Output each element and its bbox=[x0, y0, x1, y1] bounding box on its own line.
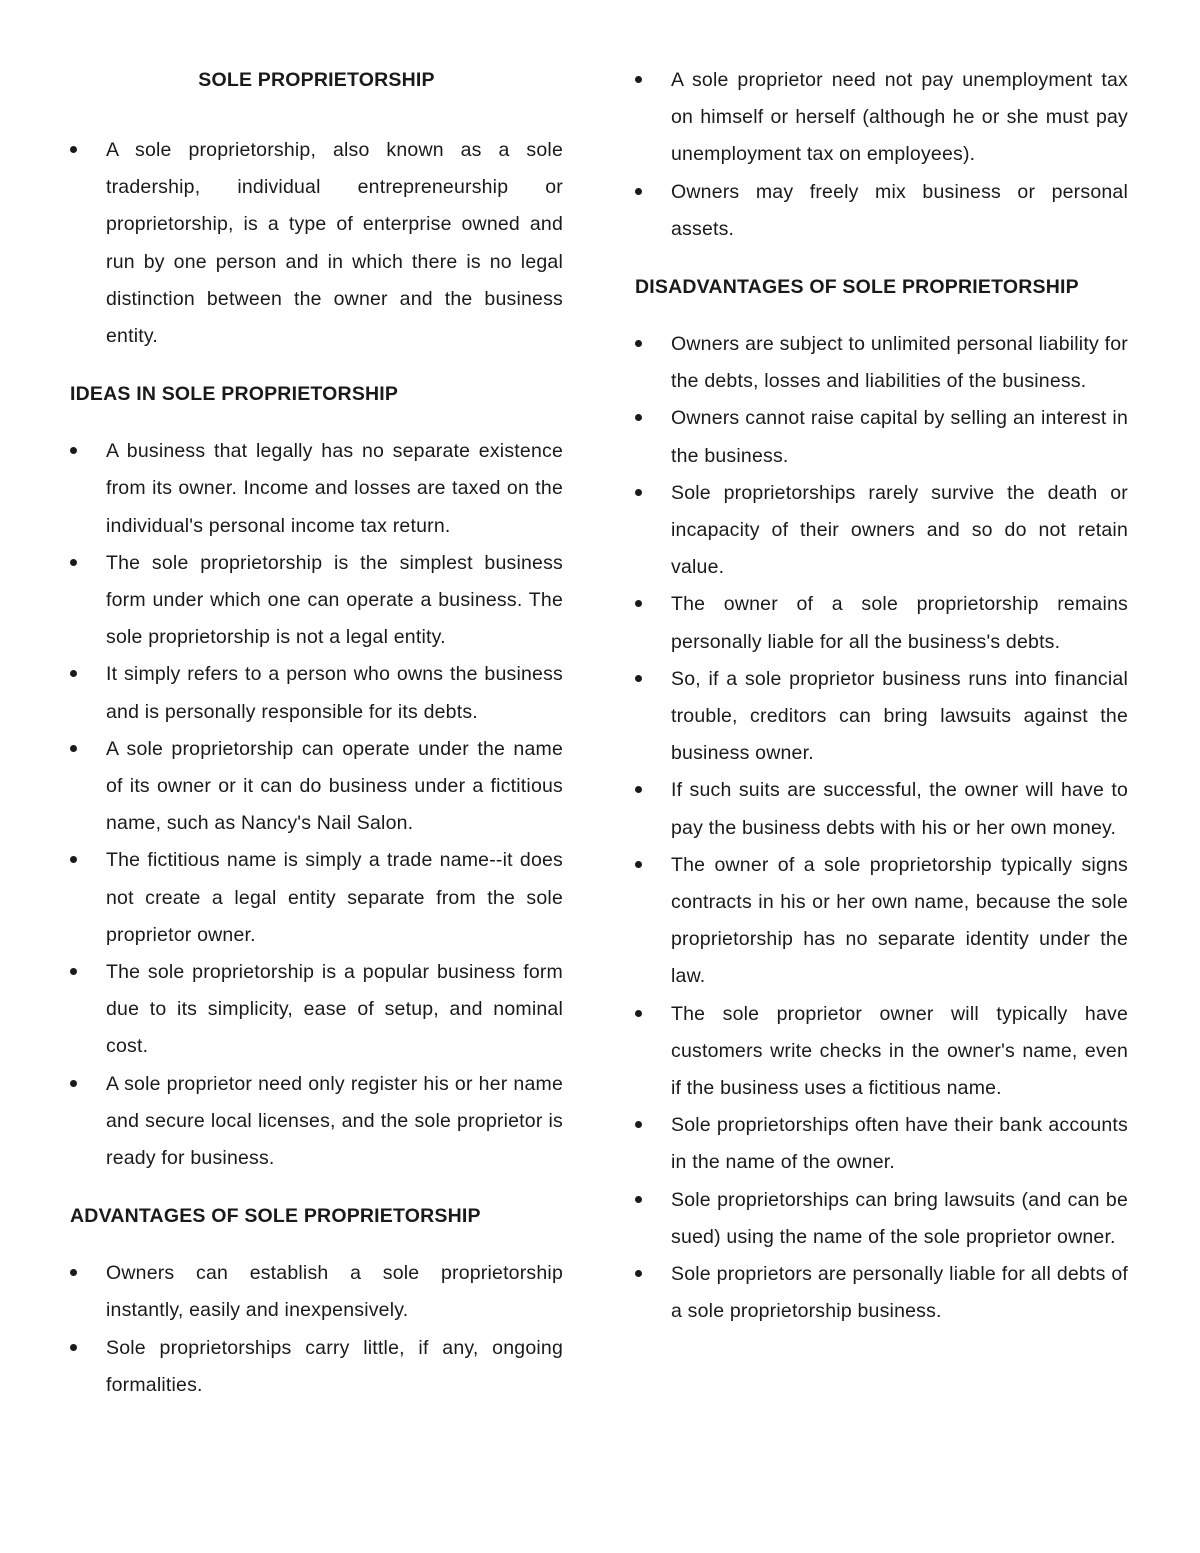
bullet-icon bbox=[635, 786, 642, 793]
bullet-icon bbox=[635, 414, 642, 421]
list-item: The sole proprietorship is a popular business form due to its simplicity, ease of setup, and nominal cost. bbox=[70, 954, 563, 1066]
list-item: Owners are subject to unlimited personal liability for the debts, losses and liabilities of the business. bbox=[635, 326, 1128, 400]
bullet-icon bbox=[70, 745, 77, 752]
advantages-list bbox=[70, 1255, 563, 1404]
list-item: A business that legally has no separate existence from its owner. Income and losses are taxed on the individual's personal income tax return. bbox=[70, 433, 563, 545]
advantages-list-continued bbox=[635, 62, 1128, 248]
bullet-icon bbox=[635, 340, 642, 347]
list-item: Owners may freely mix business or personal assets. bbox=[635, 174, 1128, 248]
bullet-icon bbox=[635, 188, 642, 195]
list-item: So, if a sole proprietor business runs into financial trouble, creditors can bring lawsuits against the business owner. bbox=[635, 661, 1128, 773]
bullet-icon bbox=[635, 861, 642, 868]
list-item: A sole proprietor need not pay unemployment tax on himself or herself (although he or she must pay unemployment tax on employees). bbox=[635, 62, 1128, 174]
bullet-icon bbox=[70, 559, 77, 566]
bullet-icon bbox=[635, 600, 642, 607]
list-item: A sole proprietorship can operate under the name of its owner or it can do business under a fictitious name, such as Nancy's Nail Salon. bbox=[70, 731, 563, 843]
ideas-heading: IDEAS IN SOLE PROPRIETORSHIP bbox=[70, 383, 399, 406]
bullet-icon bbox=[635, 489, 642, 496]
bullet-icon bbox=[70, 1344, 77, 1351]
ideas-list bbox=[70, 433, 563, 1177]
list-item: Sole proprietors are personally liable for all debts of a sole proprietorship business. bbox=[635, 1256, 1128, 1330]
bullet-icon bbox=[635, 1010, 642, 1017]
bullet-icon bbox=[635, 1270, 642, 1277]
list-item: A sole proprietor need only register his or her name and secure local licenses, and the sole proprietor is ready for business. bbox=[70, 1066, 563, 1178]
bullet-icon bbox=[70, 447, 77, 454]
bullet-icon bbox=[70, 968, 77, 975]
list-item: The owner of a sole proprietorship typically signs contracts in his or her own name, because the sole proprietorship has no separate identity under the law. bbox=[635, 847, 1128, 996]
advantages-heading: ADVANTAGES OF SOLE PROPRIETORSHIP bbox=[70, 1205, 481, 1228]
disadvantages-heading: DISADVANTAGES OF SOLE PROPRIETORSHIP bbox=[635, 276, 1079, 299]
list-item: A sole proprietorship, also known as a sole tradership, individual entrepreneurship or proprietorship, is a type of enterprise owned and run by one person and in which there is no legal distinction between the owner and the business entity. bbox=[70, 132, 563, 355]
list-item: The owner of a sole proprietorship remains personally liable for all the business's debts. bbox=[635, 586, 1128, 660]
list-item: Owners can establish a sole proprietorship instantly, easily and inexpensively. bbox=[70, 1255, 563, 1329]
bullet-icon bbox=[635, 675, 642, 682]
bullet-icon bbox=[70, 856, 77, 863]
bullet-icon bbox=[635, 1121, 642, 1128]
bullet-icon bbox=[635, 76, 642, 83]
left-column bbox=[70, 62, 563, 1425]
document-title: SOLE PROPRIETORSHIP bbox=[198, 69, 435, 91]
list-item: It simply refers to a person who owns the business and is personally responsible for its debts. bbox=[70, 656, 563, 730]
bullet-icon bbox=[635, 1196, 642, 1203]
list-item: Sole proprietorships often have their bank accounts in the name of the owner. bbox=[635, 1107, 1128, 1181]
bullet-icon bbox=[70, 1080, 77, 1087]
list-item: The fictitious name is simply a trade name--it does not create a legal entity separate from the sole proprietor owner. bbox=[70, 842, 563, 954]
disadvantages-list bbox=[635, 326, 1128, 1330]
list-item: Sole proprietorships can bring lawsuits (and can be sued) using the name of the sole proprietor owner. bbox=[635, 1182, 1128, 1256]
right-column bbox=[635, 62, 1128, 1352]
list-item: The sole proprietorship is the simplest business form under which one can operate a business. The sole proprietorship is not a legal entity. bbox=[70, 545, 563, 657]
list-item: Owners cannot raise capital by selling an interest in the business. bbox=[635, 400, 1128, 474]
bullet-icon bbox=[70, 1269, 77, 1276]
bullet-icon bbox=[70, 146, 77, 153]
intro-list bbox=[70, 132, 563, 355]
list-item: Sole proprietorships rarely survive the death or incapacity of their owners and so do not retain value. bbox=[635, 475, 1128, 587]
list-item: If such suits are successful, the owner will have to pay the business debts with his or her own money. bbox=[635, 772, 1128, 846]
bullet-icon bbox=[70, 670, 77, 677]
list-item: The sole proprietor owner will typically have customers write checks in the owner's name, even if the business uses a fictitious name. bbox=[635, 996, 1128, 1108]
list-item: Sole proprietorships carry little, if any, ongoing formalities. bbox=[70, 1330, 563, 1404]
